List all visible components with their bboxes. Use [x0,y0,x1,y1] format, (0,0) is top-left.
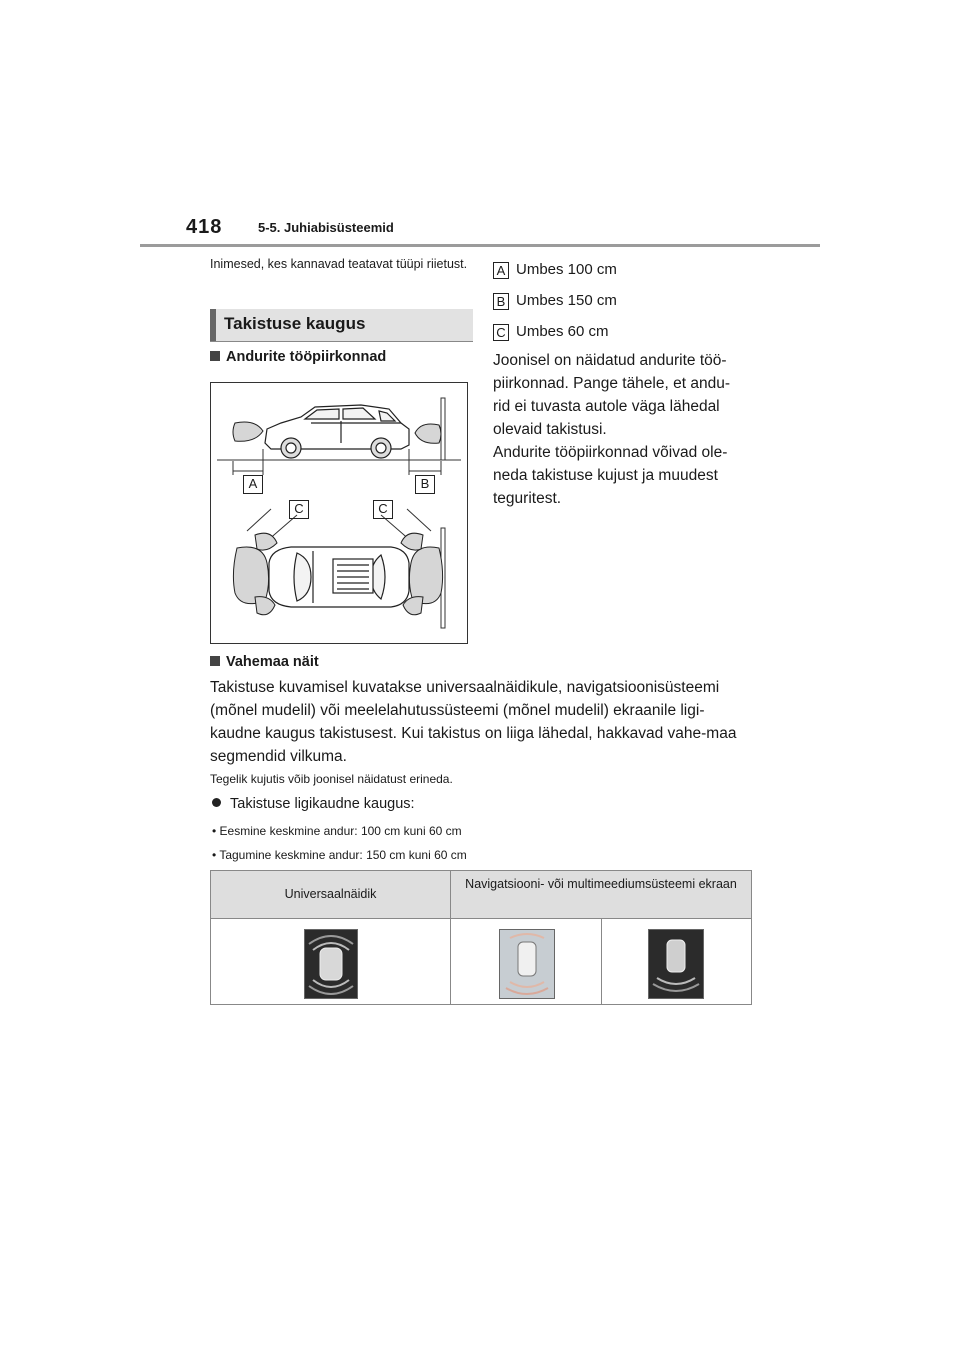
bullet-dot-icon [212,798,221,807]
legend-item-a [493,261,617,279]
sensor-zone-front-top [233,547,268,604]
subsection-title: Andurite tööpiirkonnad [226,349,387,365]
figure-label-a: A [243,475,263,494]
display-table [210,870,752,1005]
legend-text: Umbes 100 cm [516,261,617,278]
legend-letter: C [493,324,509,341]
figure-label-c-left: C [289,500,309,519]
sensor-zone-rear-top [409,547,442,604]
wall-right-top [441,398,445,460]
bullet-heading [212,796,415,812]
navigation-display-image [499,929,555,999]
list-item: • Eesmine keskmine andur: 100 cm kuni 60 cm [212,824,462,838]
list-item: • Tagumine keskmine andur: 150 cm kuni 60 cm [212,848,467,862]
legend-text: Umbes 60 cm [516,323,609,340]
legend-text: Umbes 150 cm [516,292,617,309]
subsection-heading-sensors [210,349,386,365]
paragraph-distance-display: Takistuse kuvamisel kuvatakse universaalnäidikule, navigatsioonisüsteemi (mõnel mudelil) või meelelahutussüsteemi (mõnel mudelil) ekraanile ligi-kaudne kaugus takistusest. Kui takistus on liiga lähedal, hakkavad vahe-maa segmendid vilkuma. [210,679,737,765]
car-display-icon [649,930,703,998]
legend-letter: B [493,293,509,310]
sensor-zone-rear-side [415,424,441,443]
table-header-universal: Universaalnäidik [211,871,451,919]
header-rule [140,244,820,247]
section-heading [210,309,473,342]
subsection-heading-distance [210,654,319,670]
section-marker [210,309,216,341]
universal-display-image [304,929,358,999]
intro-text: Inimesed, kes kannavad teatavat tüüpi riietust. [210,257,468,271]
sensor-zone-front-side [233,422,263,441]
legend-item-b [493,292,617,310]
car-side-view [265,405,409,458]
square-bullet-icon [210,656,220,666]
list-item-text: Tagumine keskmine andur: 150 cm kuni 60 cm [219,848,467,862]
page-number: 418 [186,216,223,238]
car-display-icon [500,930,554,998]
multimedia-display-image [648,929,704,999]
sensor-range-diagram [211,383,467,643]
legend-letter: A [493,262,509,279]
list-item-text: Eesmine keskmine andur: 100 cm kuni 60 cm [219,824,462,838]
paragraph-sensor-ranges: Joonisel on näidatud andurite töö-piirkonnad. Pange tähele, et andu-rid ei tuvasta autole väga lähedal olevaid takistusi. [493,352,730,438]
figure-label-c-right: C [373,500,393,519]
table-header-navigation: Navigatsiooni- või multimeediumsüsteemi ekraan [451,871,751,919]
paragraph-sensor-factors: Andurite tööpiirkonnad võivad ole-neda takistuse kujust ja muudest teguritest. [493,444,728,507]
square-bullet-icon [210,351,220,361]
figure-label-b: B [415,475,435,494]
car-top-view [269,547,409,607]
subsection-title: Vahemaa näit [226,654,319,670]
note-text: Tegelik kujutis võib joonisel näidatust erineda. [210,772,453,786]
chapter-title: 5-5. Juhiabisüsteemid [258,220,394,235]
car-display-icon [305,930,357,998]
bullet-heading-text: Takistuse ligikaudne kaugus: [230,796,415,812]
section-title: Takistuse kaugus [224,314,366,333]
sensor-range-figure [210,382,468,644]
legend-item-c [493,323,609,341]
